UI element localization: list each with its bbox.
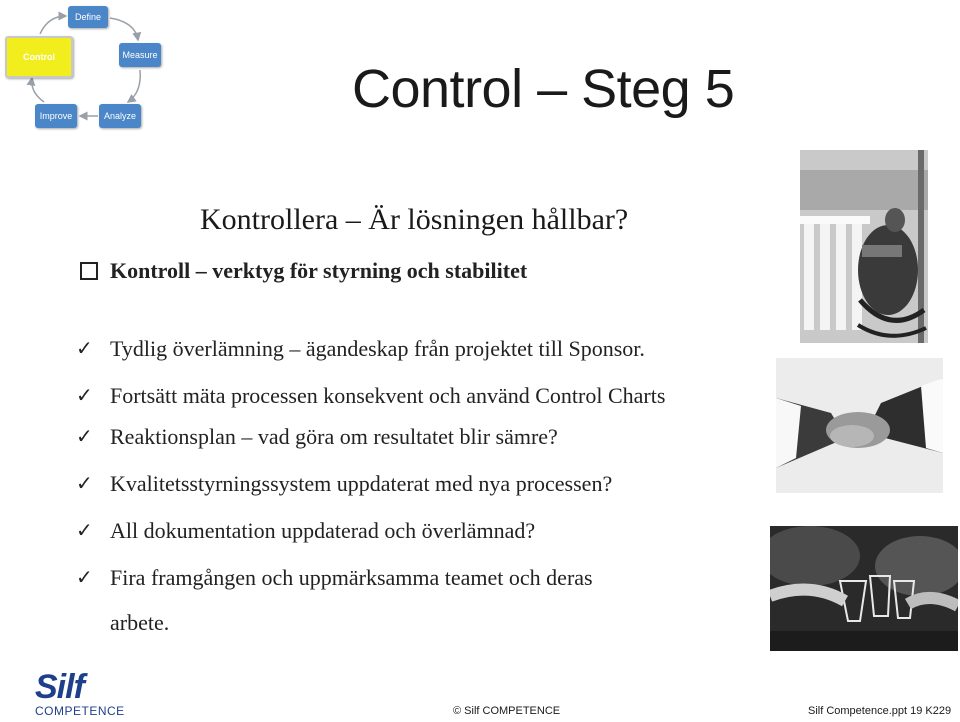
slide-title: Control – Steg 5 (352, 59, 735, 119)
checkmark-icon: ✓ (76, 471, 93, 495)
dmaic-measure: Measure (119, 43, 161, 67)
list-item-text: Reaktionsplan – vad göra om resultatet blir sämre? (110, 424, 558, 449)
checkmark-icon: ✓ (76, 565, 93, 589)
photo-celebration-toast (770, 526, 958, 651)
checkmark-icon: ✓ (76, 383, 93, 407)
list-item (74, 380, 734, 411)
list-item-text: Tydlig överlämning – ägandeskap från projektet till Sponsor. (110, 336, 645, 361)
list-item-text: All dokumentation uppdaterad och överlämnad? (110, 518, 536, 543)
photo-rocking-chair (800, 150, 928, 343)
arrow-control-define (40, 16, 66, 34)
dmaic-cycle-diagram (0, 0, 175, 140)
silf-logo-subtitle: COMPETENCE (35, 704, 125, 718)
checkbox-bullet-icon (80, 262, 98, 280)
list-item-continuation: arbete. (110, 610, 170, 635)
footer-copyright: © Silf COMPETENCE (453, 705, 561, 717)
list-item (74, 468, 734, 499)
dmaic-define: Define (68, 6, 108, 28)
checkmark-icon: ✓ (76, 336, 93, 360)
list-item-text: Fira framgången och uppmärksamma teamet och deras (110, 565, 593, 590)
footer-slide-info: Silf Competence.ppt 19 K229 (808, 705, 952, 717)
list-item (74, 562, 734, 638)
list-item (74, 333, 734, 364)
checkmark-icon: ✓ (76, 518, 93, 542)
dmaic-analyze: Analyze (99, 104, 141, 128)
list-item (74, 421, 734, 452)
checkmark-icon: ✓ (76, 424, 93, 448)
list-item (74, 515, 734, 546)
dmaic-improve: Improve (35, 104, 77, 128)
arrow-improve-control (32, 78, 44, 102)
list-item-text: Kvalitetsstyrningssystem uppdaterat med nya processen? (110, 471, 613, 496)
silf-logo: Silf (35, 668, 84, 706)
slide-subtitle: Kontrollera – Är lösningen hållbar? (200, 203, 629, 236)
section-heading: Kontroll – verktyg för styrning och stabilitet (110, 258, 528, 283)
checklist (74, 333, 734, 654)
arrow-measure-analyze (128, 70, 140, 102)
dmaic-control: Control (5, 36, 73, 78)
photo-handshake (776, 358, 943, 493)
list-item-text: Fortsätt mäta processen konsekvent och använd Control Charts (110, 383, 666, 408)
arrow-define-measure (110, 18, 138, 40)
